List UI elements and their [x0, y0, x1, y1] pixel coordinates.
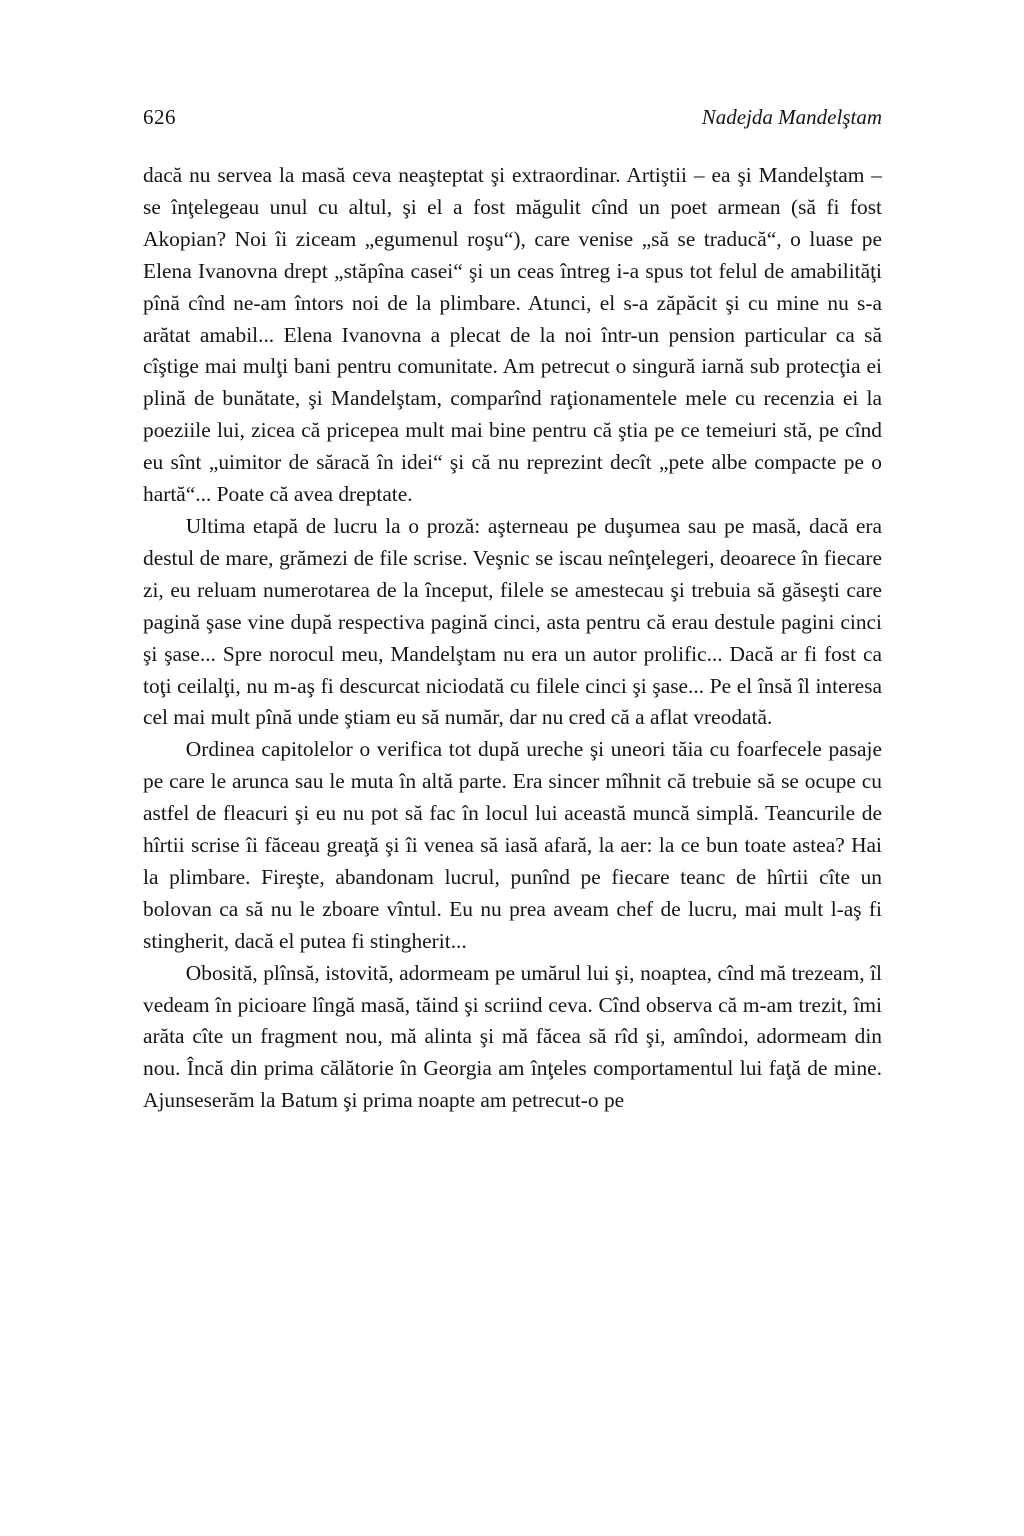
running-header: [143, 104, 882, 130]
paragraph: dacă nu servea la masă ceva neaşteptat şi extraordinar. Artiştii – ea şi Mandelştam – se înţelegeau unul cu altul, şi el a fost măgulit cînd un poet armean (să fi fost Akopian? Noi îi ziceam „egumenul roşu“), care venise „să se traducă“, o luase pe Elena Ivanovna drept „stăpîna casei“ şi un ceas întreg i-a spus tot felul de amabilităţi pînă cînd ne-am întors noi de la plimbare. Atunci, el s-a zăpăcit şi cu mine nu s-a arătat amabil... Elena Ivanovna a plecat de la noi într-un pension particular ca să cîştige mai mulţi bani pentru comunitate. Am petrecut o singură iarnă sub protecţia ei plină de bunătate, şi Mandelştam, comparînd raţionamentele mele cu recenzia ei la poeziile lui, zicea că pricepea mult mai bine pentru că ştia pe ce temeiuri stă, pe cînd eu sînt „uimitor de săracă în idei“ şi că nu reprezint decît „pete albe compacte pe o hartă“... Poate că avea dreptate.: [143, 163, 882, 507]
paragraph: Obosită, plînsă, istovită, adormeam pe umărul lui şi, noaptea, cînd mă trezeam, îl vedeam în picioare lîngă masă, tăind şi scriind ceva. Cînd observa că m-am trezit, îmi arăta cîte un fragment nou, mă alinta şi mă făcea să rîd şi, amîndoi, adormeam din nou. Încă din prima călătorie în Georgia am înţeles comportamentul lui faţă de mine. Ajunseserăm la Batum şi prima noapte am petrecut-o pe: [143, 960, 882, 1113]
page-number: 626: [143, 105, 176, 129]
paragraph: Ultima etapă de lucru la o proză: aşterneau pe duşumea sau pe masă, dacă era destul de mare, grămezi de file scrise. Veşnic se iscau neînţelegeri, deoarece în fiecare zi, eu reluam numerotarea de la început, filele se amestecau şi trebuia să găseşti care pagină şase vine după respectiva pagină cinci, asta pentru că erau destule pagini cinci şi şase... Spre norocul meu, Mandelştam nu era un autor prolific... Dacă ar fi fost ca toţi ceilalţi, nu m-aş fi descurcat niciodată cu filele cinci şi şase... Pe el însă îl interesa cel mai mult pînă unde ştiam eu să număr, dar nu cred că a aflat vreodată.: [143, 513, 882, 730]
page-body: [143, 160, 882, 1117]
running-header-author: Nadejda Mandelştam: [701, 105, 882, 129]
paragraph: Ordinea capitolelor o verifica tot după ureche şi uneori tăia cu foarfecele pasaje pe care le arunca sau le muta în altă parte. Era sincer mîhnit că trebuie să se ocupe cu astfel de fleacuri şi eu nu pot să fac în locul lui această muncă simplă. Teancurile de hîrtii scrise îi făceau greaţă şi îi venea să iasă afară, la aer: la ce bun toate astea? Hai la plimbare. Fireşte, abandonam lucrul, punînd pe fiecare teanc de hîrtii cîte un bolovan ca să nu le zboare vîntul. Eu nu prea aveam chef de lucru, mai mult l-aş fi stingherit, dacă el putea fi stingherit...: [143, 737, 882, 953]
